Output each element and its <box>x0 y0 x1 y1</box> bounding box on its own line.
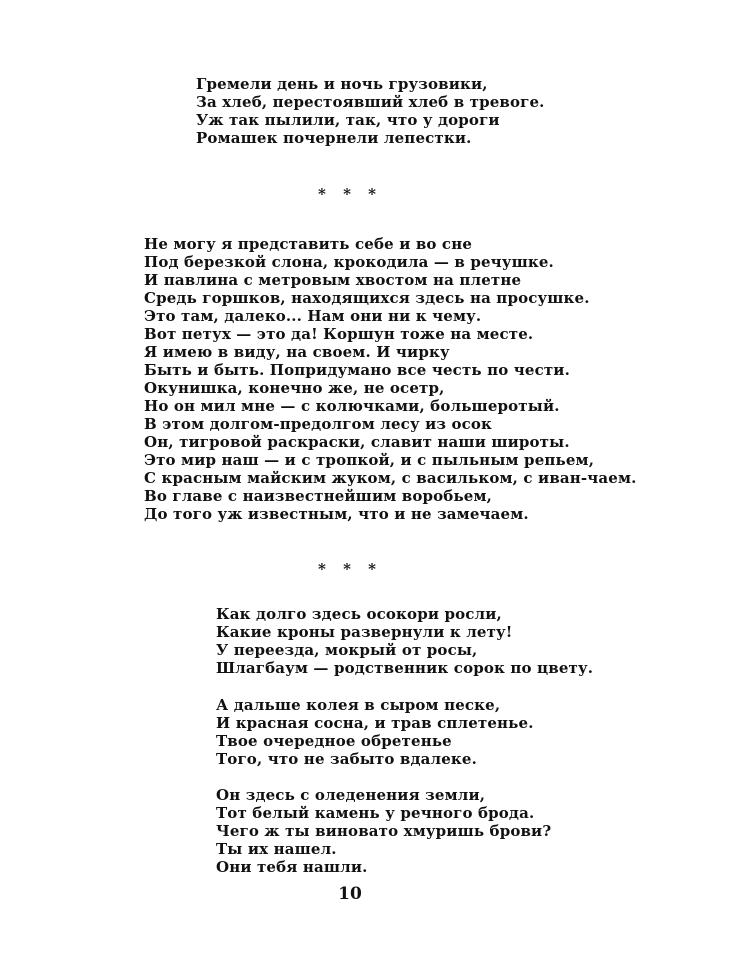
poem-3-stanza-3 <box>216 786 551 876</box>
poem-line: В этом долгом-предолгом лесу из осок <box>144 415 493 433</box>
poem-line: Тот белый камень у речного брода. <box>216 804 535 822</box>
poem-2 <box>144 235 637 523</box>
poem-line: Ромашек почернели лепестки. <box>196 129 472 147</box>
poem-line: Гремели день и ночь грузовики, <box>196 75 488 93</box>
poem-line: Это там, далеко... Нам они ни к чему. <box>144 307 482 325</box>
poem-line: С красным майским жуком, с васильком, с иван-чаем. <box>144 469 637 487</box>
poem-line: Окунишка, конечно же, не осетр, <box>144 379 445 397</box>
poem-line: Ты их нашел. <box>216 840 337 858</box>
poem-line: Вот петух — это да! Коршун тоже на месте. <box>144 325 534 343</box>
poem-line: Он, тигровой раскраски, славит наши широты. <box>144 433 570 451</box>
section-separator: * * * <box>318 560 382 578</box>
poem-line: Быть и быть. Попридумано все честь по чести. <box>144 361 570 379</box>
poem-line: Как долго здесь осокори росли, <box>216 605 502 623</box>
poem-line: Твое очередное обретенье <box>216 732 452 750</box>
poem-line: Я имею в виду, на своем. И чирку <box>144 343 450 361</box>
poem-line: Какие кроны развернули к лету! <box>216 623 513 641</box>
poem-line: Средь горшков, находящихся здесь на просушке. <box>144 289 590 307</box>
poem-line: И красная сосна, и трав сплетенье. <box>216 714 534 732</box>
poem-line: А дальше колея в сыром песке, <box>216 696 501 714</box>
poem-line: И павлина с метровым хвостом на плетне <box>144 271 522 289</box>
poem-line: Того, что не забыто вдалеке. <box>216 750 477 768</box>
poem-line: За хлеб, перестоявший хлеб в тревоге. <box>196 93 545 111</box>
poem-3-stanza-2 <box>216 696 534 768</box>
poem-1-stanza <box>196 75 545 147</box>
poem-3-stanza-1 <box>216 605 593 677</box>
poem-line: У переезда, мокрый от росы, <box>216 641 478 659</box>
poem-line: Не могу я представить себе и во сне <box>144 235 473 253</box>
page-number: 10 <box>338 884 362 904</box>
poem-line: Они тебя нашли. <box>216 858 368 876</box>
poem-line: Но он мил мне — с колючками, большеротый. <box>144 397 560 415</box>
poem-line: Под березкой слона, крокодила — в речушке. <box>144 253 554 271</box>
poem-line: Уж так пылили, так, что у дороги <box>196 111 500 129</box>
poem-line: Шлагбаум — родственник сорок по цвету. <box>216 659 594 677</box>
poem-line: Это мир наш — и с тропкой, и с пыльным репьем, <box>144 451 595 469</box>
poem-line: До того уж известным, что и не замечаем. <box>144 505 529 523</box>
poem-line: Чего ж ты виновато хмуришь брови? <box>216 822 552 840</box>
section-separator: * * * <box>318 185 382 203</box>
poem-line: Он здесь с оледенения земли, <box>216 786 486 804</box>
poem-line: Во главе с наизвестнейшим воробьем, <box>144 487 493 505</box>
